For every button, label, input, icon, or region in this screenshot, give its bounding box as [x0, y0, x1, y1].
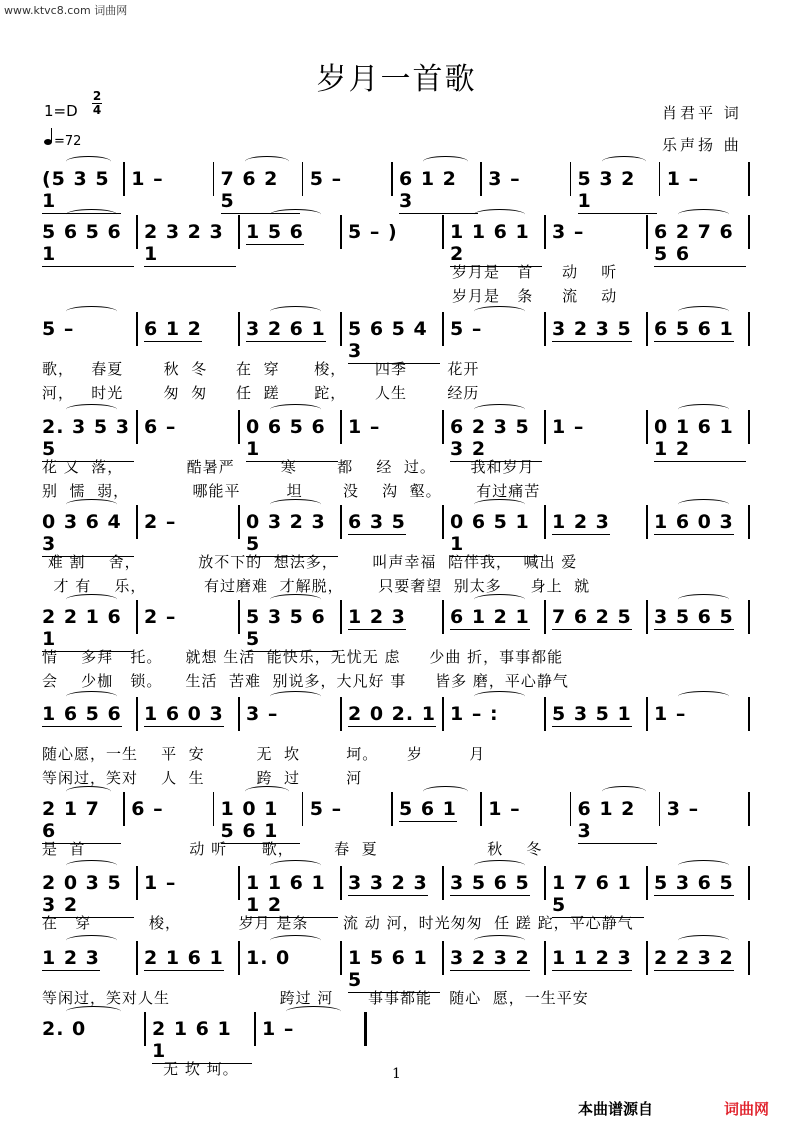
bar-line: [544, 410, 546, 444]
score-row: [0, 866, 793, 916]
bar-line: [646, 600, 648, 634]
bar-line: [391, 792, 393, 826]
measure-notes: 0 3 2 3 5: [246, 511, 338, 557]
slur-mark: [270, 594, 321, 605]
bar-line: [442, 312, 444, 346]
bar-line: [238, 941, 240, 975]
lyric-line: 是 首 动 听 歌， 春 夏 秋 冬: [42, 840, 543, 858]
measure-notes: 1. 0: [246, 947, 291, 969]
score-row: [0, 410, 793, 460]
measure-notes: 6 2 7 6 5 6: [654, 221, 746, 267]
measure-notes: 5 –: [450, 318, 483, 340]
slur-mark: [474, 404, 525, 415]
measure-notes: 0 6 5 6 1: [246, 416, 338, 462]
slur-mark: [678, 306, 729, 317]
measure-notes: 1 1 2 3: [552, 947, 632, 969]
bar-line: [213, 792, 215, 826]
bar-line: [340, 505, 342, 539]
slur-mark: [474, 306, 525, 317]
bar-line: [442, 410, 444, 444]
composer-credit: 乐声扬 曲: [662, 136, 742, 154]
slur-mark: [678, 404, 729, 415]
slur-mark: [66, 306, 117, 317]
bar-line: [544, 215, 546, 249]
measure-notes: 1 5 6 1 5: [348, 947, 440, 993]
slur-mark: [678, 691, 729, 702]
measure-notes: 5 –: [309, 168, 343, 190]
site-watermark: www.ktvc8.com 词曲网: [4, 4, 128, 17]
bar-line: [570, 792, 572, 826]
bar-line: [391, 162, 393, 196]
lyric-line: 岁月是 条 流 动: [452, 287, 618, 305]
time-signature: [92, 90, 102, 117]
bar-line: [748, 215, 750, 249]
lyricist-credit: 肖君平 词: [662, 104, 742, 122]
slur-mark: [474, 594, 525, 605]
slur-mark: [678, 935, 729, 946]
measure-notes: 5 6 1: [399, 798, 457, 820]
lyric-line: 别 懦 弱， 哪能平 坦 没 沟 壑。 有过痛苦: [42, 482, 541, 500]
lyric-line: 在 穿 梭， 岁月 是条 流 动 河，时光匆匆 任 蹉 跎，平心静气: [42, 914, 634, 932]
bar-line: [238, 505, 240, 539]
bar-line: [544, 312, 546, 346]
slur-mark: [270, 404, 321, 415]
bar-line: [748, 697, 750, 731]
slur-mark: [66, 935, 117, 946]
bar-line: [748, 410, 750, 444]
slur-mark: [66, 404, 117, 415]
slur-mark: [270, 306, 321, 317]
measure-notes: 2. 0: [42, 1018, 87, 1040]
slur-mark: [66, 156, 111, 167]
slur-mark: [245, 156, 290, 167]
measure-notes: 3 2 3 5: [552, 318, 632, 340]
measure-notes: 6 3 5: [348, 511, 406, 533]
song-title: 岁月一首歌: [316, 62, 477, 97]
measure-notes: 2 –: [144, 511, 177, 533]
bar-line: [340, 941, 342, 975]
bar-line: [442, 215, 444, 249]
slur-mark: [270, 691, 321, 702]
score-row: [0, 312, 793, 362]
bar-line: [340, 600, 342, 634]
measure-notes: 1 0 1 5 6 1: [221, 798, 300, 844]
bar-line: [340, 697, 342, 731]
slur-mark: [66, 860, 117, 871]
measure-notes: 1 –: [262, 1018, 295, 1040]
score-row: [0, 162, 793, 212]
bar-line: [340, 312, 342, 346]
slur-mark: [474, 691, 525, 702]
slur-mark: [474, 935, 525, 946]
bar-line: [544, 505, 546, 539]
bar-line: [238, 697, 240, 731]
measure-notes: 6 2 3 5 3 2: [450, 416, 542, 462]
measure-notes: 0 6 5 1 1: [450, 511, 542, 557]
measure-notes: 2 1 7 6: [42, 798, 121, 844]
bar-line: [340, 215, 342, 249]
slur-mark: [423, 786, 468, 797]
bar-line: [238, 312, 240, 346]
final-bar-line: [364, 1012, 367, 1046]
measure-notes: 6 1 2 3: [578, 798, 657, 844]
bar-line: [340, 866, 342, 900]
measure-notes: 3 5 6 5: [450, 872, 530, 894]
quarter-note-icon: [44, 139, 52, 145]
bar-line: [748, 505, 750, 539]
bar-line: [144, 1012, 146, 1046]
slur-mark: [245, 786, 290, 797]
score-row: [0, 941, 793, 991]
lyric-line: 河， 时光 匆 匆 任 蹉 跎， 人生 经历: [42, 384, 480, 402]
bar-line: [646, 215, 648, 249]
slur-mark: [66, 499, 117, 510]
measure-notes: 5 6 5 4 3: [348, 318, 440, 364]
measure-notes: 1 1 6 1 2: [450, 221, 542, 267]
bar-line: [748, 312, 750, 346]
measure-notes: 1 7 6 1 5: [552, 872, 644, 918]
measure-notes: 1 –: [488, 798, 521, 820]
bar-line: [748, 941, 750, 975]
slur-mark: [270, 499, 321, 510]
lyric-line: 难 割 舍， 放不下的 想法多， 叫声幸福 陪伴我， 喊出 爱: [42, 553, 578, 571]
measure-notes: 3 –: [488, 168, 521, 190]
score-row: [0, 1012, 793, 1062]
bar-line: [136, 697, 138, 731]
measure-notes: 3 5 6 5: [654, 606, 734, 628]
slur-mark: [678, 209, 729, 220]
measure-notes: 2 1 6 1: [144, 947, 224, 969]
measure-notes: 5 3 6 5: [654, 872, 734, 894]
lyric-line: 会 少枷 锁。 生活 苦难 别说多，大凡好 事 皆多 磨，平心静气: [42, 672, 569, 690]
bar-line: [238, 215, 240, 249]
lyric-line: 等闲过，笑对人生 跨过 河 事事都能 随心 愿，一生平安: [42, 989, 589, 1007]
bar-line: [544, 941, 546, 975]
measure-notes: 1 6 0 3: [654, 511, 734, 533]
measure-notes: 3 3 2 3: [348, 872, 428, 894]
measure-notes: 3 –: [552, 221, 585, 243]
lyric-line: 花 又 落， 酷暑严 寒 都 经 过。 我和岁月: [42, 458, 535, 476]
measure-notes: 2 0 2. 1: [348, 703, 436, 725]
slur-mark: [474, 860, 525, 871]
measure-notes: 1 –: [144, 872, 177, 894]
slur-mark: [66, 786, 111, 797]
bar-line: [646, 697, 648, 731]
slur-mark: [474, 209, 525, 220]
lyric-line: 才 有 乐， 有过磨难 才解脱， 只要奢望 别太多 身上 就: [42, 577, 591, 595]
measure-notes: 5 –: [309, 798, 343, 820]
bar-line: [442, 600, 444, 634]
bar-line: [646, 866, 648, 900]
bar-line: [544, 600, 546, 634]
slur-mark: [270, 860, 321, 871]
bar-line: [544, 866, 546, 900]
bar-line: [748, 792, 750, 826]
measure-notes: 2 2 1 6 1: [42, 606, 134, 652]
bar-line: [544, 697, 546, 731]
lyric-line: 歌， 春夏 秋 冬 在 穿 梭， 四季 花开: [42, 360, 480, 378]
bar-line: [659, 162, 661, 196]
lyric-line: 情 多拜 托。 就想 生活 能快乐，无忧无 虑 少曲 折，事事都能: [42, 648, 564, 666]
measure-notes: 7 6 2 5: [552, 606, 632, 628]
measure-notes: (5 3 5 1: [42, 168, 121, 214]
slur-mark: [66, 691, 117, 702]
slur-mark: [602, 786, 647, 797]
measure-notes: 1 –: [348, 416, 381, 438]
measure-notes: 1 6 5 6: [42, 703, 122, 725]
bar-line: [646, 941, 648, 975]
measure-notes: 1 5 6: [246, 221, 304, 243]
measure-notes: 2 3 2 3 1: [144, 221, 236, 267]
source-label: 本曲谱源自: [578, 1100, 654, 1118]
slur-mark: [270, 935, 321, 946]
bar-line: [238, 600, 240, 634]
slur-mark: [678, 860, 729, 871]
measure-notes: 5 3 5 6 5: [246, 606, 338, 652]
bar-line: [748, 162, 750, 196]
measure-notes: 6 1 2 3: [399, 168, 478, 214]
bar-line: [136, 215, 138, 249]
slur-mark: [66, 1006, 121, 1017]
score-row: [0, 505, 793, 555]
score-row: [0, 697, 793, 737]
measure-notes: 0 3 6 4 3: [42, 511, 134, 557]
measure-notes: 5 6 5 6 1: [42, 221, 134, 267]
source-brand: 词曲网: [724, 1100, 770, 1118]
bar-line: [442, 941, 444, 975]
measure-notes: 6 5 6 1: [654, 318, 734, 340]
tempo-value: =72: [54, 134, 82, 149]
key-signature: 1=D: [44, 102, 78, 120]
bar-line: [646, 312, 648, 346]
measure-notes: 5 3 2 1: [578, 168, 657, 214]
page-number: 1: [392, 1066, 401, 1082]
bar-line: [136, 410, 138, 444]
bar-line: [136, 941, 138, 975]
bar-line: [123, 792, 125, 826]
measure-notes: 1 1 6 1 1 2: [246, 872, 338, 918]
score-row: [0, 792, 793, 842]
bar-line: [238, 410, 240, 444]
bar-line: [254, 1012, 256, 1046]
measure-notes: 1 –: [654, 703, 687, 725]
slur-mark: [66, 594, 117, 605]
slur-mark: [66, 209, 117, 220]
bar-line: [302, 162, 304, 196]
measure-notes: 1 6 0 3: [144, 703, 224, 725]
measure-notes: 3 2 3 2: [450, 947, 530, 969]
bar-line: [238, 866, 240, 900]
measure-notes: 6 –: [131, 798, 164, 820]
score-row: [0, 215, 793, 265]
measure-notes: 1 2 3: [348, 606, 406, 628]
meter-top: 2: [92, 89, 102, 103]
measure-notes: 6 1 2: [144, 318, 202, 340]
measure-notes: 6 –: [144, 416, 177, 438]
bar-line: [646, 505, 648, 539]
bar-line: [136, 600, 138, 634]
slur-mark: [286, 1006, 341, 1017]
lyric-line: 随心愿，一生 平 安 无 坎 坷。 岁 月: [42, 745, 486, 763]
measure-notes: 2 0 3 5 3 2: [42, 872, 134, 918]
lyric-line: 等闲过，笑对 人 生 跨 过 河: [42, 769, 363, 787]
measure-notes: 3 –: [666, 798, 700, 820]
slur-mark: [602, 156, 647, 167]
bar-line: [213, 162, 215, 196]
measure-notes: 1 – :: [450, 703, 499, 725]
measure-notes: 5 –: [42, 318, 75, 340]
measure-notes: 2 1 6 1 1: [152, 1018, 252, 1064]
bar-line: [748, 600, 750, 634]
bar-line: [659, 792, 661, 826]
measure-notes: 2 2 3 2: [654, 947, 734, 969]
slur-mark: [423, 156, 468, 167]
bar-line: [442, 505, 444, 539]
slur-mark: [474, 499, 525, 510]
bar-line: [340, 410, 342, 444]
measure-notes: 0 1 6 1 1 2: [654, 416, 746, 462]
score-row: [0, 600, 793, 650]
bar-line: [302, 792, 304, 826]
slur-mark: [678, 594, 729, 605]
bar-line: [123, 162, 125, 196]
slur-mark: [678, 499, 729, 510]
measure-notes: 1 –: [552, 416, 585, 438]
lyric-line: 无 坎 坷。: [42, 1060, 239, 1078]
measure-notes: 5 – ): [348, 221, 398, 243]
measure-notes: 3 –: [246, 703, 279, 725]
measure-notes: 2 –: [144, 606, 177, 628]
measure-notes: 1 –: [666, 168, 700, 190]
slur-mark: [270, 209, 321, 220]
meter-bottom: 4: [92, 103, 102, 117]
measure-notes: 3 2 6 1: [246, 318, 326, 340]
bar-line: [480, 162, 482, 196]
measure-notes: 5 3 5 1: [552, 703, 632, 725]
measure-notes: 6 1 2 1: [450, 606, 530, 628]
bar-line: [442, 697, 444, 731]
bar-line: [442, 866, 444, 900]
measure-notes: 7 6 2 5: [221, 168, 300, 214]
bar-line: [646, 410, 648, 444]
bar-line: [748, 866, 750, 900]
measure-notes: 2. 3 5 3 5: [42, 416, 134, 462]
lyric-line: 岁月是 首 动 听: [452, 263, 618, 281]
bar-line: [570, 162, 572, 196]
bar-line: [480, 792, 482, 826]
measure-notes: 1 –: [131, 168, 164, 190]
bar-line: [136, 505, 138, 539]
bar-line: [136, 312, 138, 346]
measure-notes: 1 2 3: [552, 511, 610, 533]
measure-notes: 1 2 3: [42, 947, 100, 969]
bar-line: [136, 866, 138, 900]
tempo-marking: [44, 134, 81, 149]
